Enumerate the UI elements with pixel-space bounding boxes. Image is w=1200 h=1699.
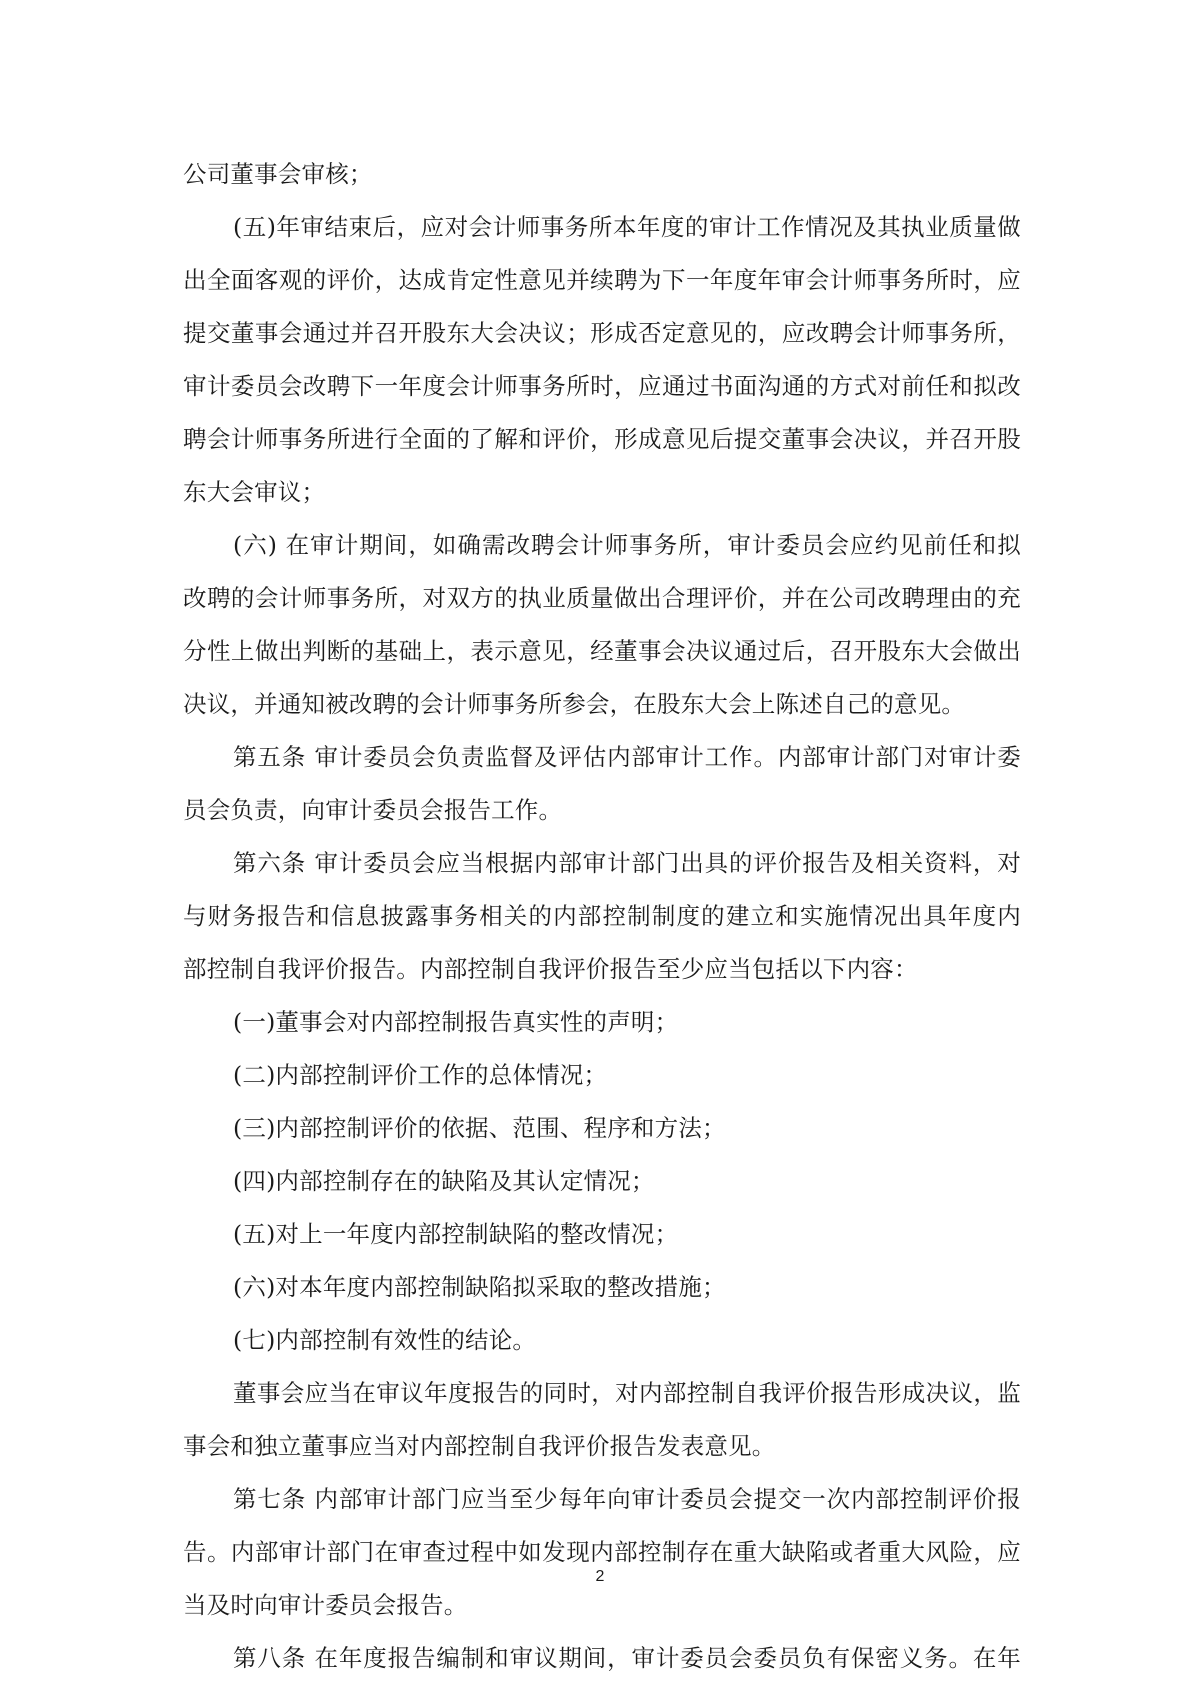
text-line: 与财务报告和信息披露事务相关的内部控制制度的建立和实施情况出具年度内 — [183, 902, 1021, 930]
list-item: (七)内部控制有效性的结论。 — [233, 1326, 537, 1354]
text-line: 分性上做出判断的基础上，表示意见，经董事会决议通过后，召开股东大会做出 — [183, 637, 1021, 665]
text-line: 第六条 审计委员会应当根据内部审计部门出具的评价报告及相关资料，对 — [233, 849, 1021, 877]
page-number: 2 — [595, 1568, 605, 1585]
text-line: 提交董事会通过并召开股东大会决议；形成否定意见的，应改聘会计师事务所， — [183, 319, 1021, 347]
text-line: 改聘的会计师事务所，对双方的执业质量做出合理评价，并在公司改聘理由的充 — [183, 584, 1021, 612]
text-line: 东大会审议； — [183, 478, 326, 506]
text-line: 告。内部审计部门在审查过程中如发现内部控制存在重大缺陷或者重大风险，应 — [183, 1538, 1021, 1566]
list-item: (三)内部控制评价的依据、范围、程序和方法； — [233, 1114, 726, 1142]
list-item: (四)内部控制存在的缺陷及其认定情况； — [233, 1167, 655, 1195]
list-item: (六)对本年度内部控制缺陷拟采取的整改措施； — [233, 1273, 726, 1301]
text-line: 决议，并通知被改聘的会计师事务所参会，在股东大会上陈述自己的意见。 — [183, 690, 966, 718]
text-line: 第八条 在年度报告编制和审议期间，审计委员会委员负有保密义务。在年 — [233, 1644, 1021, 1672]
text-line: 部控制自我评价报告。内部控制自我评价报告至少应当包括以下内容： — [183, 955, 918, 983]
text-line: 第七条 内部审计部门应当至少每年向审计委员会提交一次内部控制评价报 — [233, 1485, 1021, 1513]
text-line: 聘会计师事务所进行全面的了解和评价，形成意见后提交董事会决议，并召开股 — [183, 425, 1021, 453]
text-line: (六) 在审计期间，如确需改聘会计师事务所，审计委员会应约见前任和拟 — [233, 531, 1021, 559]
text-line: 审计委员会改聘下一年度会计师事务所时，应通过书面沟通的方式对前任和拟改 — [183, 372, 1021, 400]
text-line: 公司董事会审核； — [183, 160, 373, 188]
list-item: (五)对上一年度内部控制缺陷的整改情况； — [233, 1220, 679, 1248]
text-line: 事会和独立董事应当对内部控制自我评价报告发表意见。 — [183, 1432, 776, 1460]
text-line: 员会负责，向审计委员会报告工作。 — [183, 796, 563, 824]
text-line: (五)年审结束后，应对会计师事务所本年度的审计工作情况及其执业质量做 — [233, 213, 1021, 241]
text-line: 第五条 审计委员会负责监督及评估内部审计工作。内部审计部门对审计委 — [233, 743, 1021, 771]
text-line: 董事会应当在审议年度报告的同时，对内部控制自我评价报告形成决议，监 — [233, 1379, 1021, 1407]
list-item: (二)内部控制评价工作的总体情况； — [233, 1061, 608, 1089]
list-item: (一)董事会对内部控制报告真实性的声明； — [233, 1008, 679, 1036]
text-line: 当及时向审计委员会报告。 — [183, 1591, 468, 1619]
text-line: 出全面客观的评价，达成肯定性意见并续聘为下一年度年审会计师事务所时，应 — [183, 266, 1021, 294]
document-body — [183, 148, 1021, 1685]
